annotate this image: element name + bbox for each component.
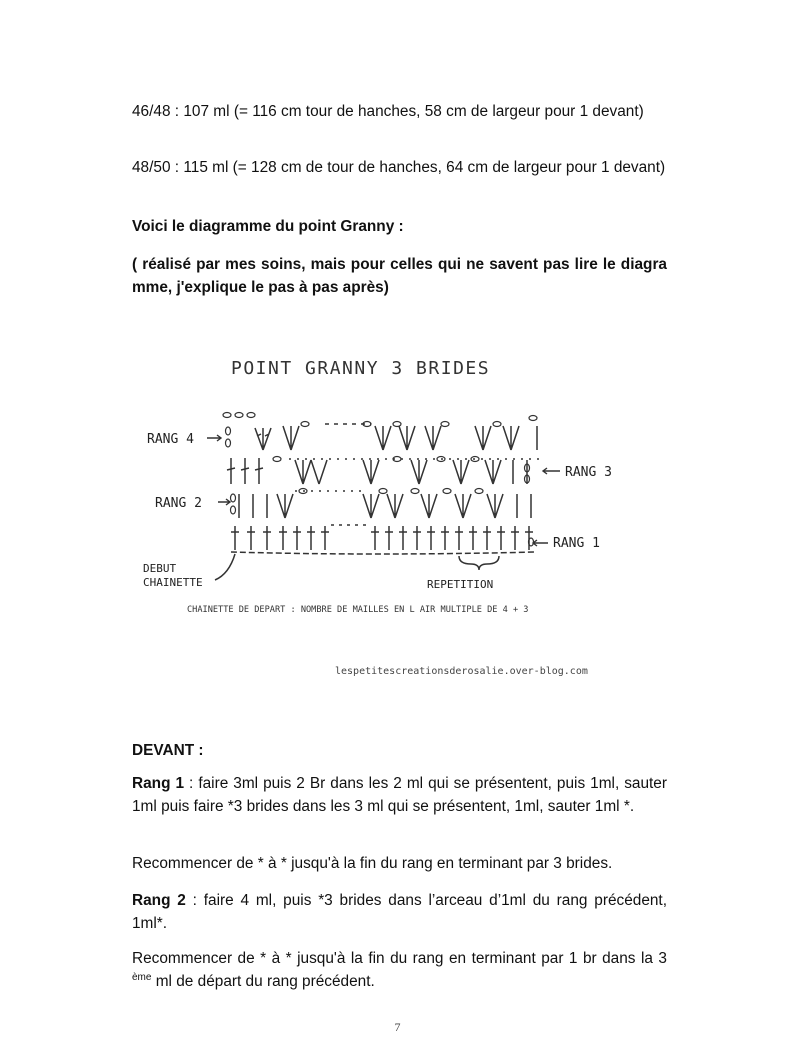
cluster	[227, 458, 263, 484]
arrow-rang-2	[218, 499, 230, 505]
rang-2-repeat-sup: ème	[132, 971, 152, 983]
cluster	[485, 460, 501, 484]
cluster	[487, 494, 503, 518]
diagram-caption: CHAINETTE DE DEPART : NOMBRE DE MAILLES EN L AIR MULTIPLE DE 4 + 3	[187, 605, 529, 615]
arrow-rang-3	[543, 468, 560, 474]
rang-2-paragraph	[132, 889, 667, 935]
rang-2-label: Rang 2	[132, 892, 186, 909]
stitch-group	[231, 526, 329, 550]
rang-1-paragraph	[132, 772, 667, 818]
rang-2-repeat-paragraph	[132, 947, 667, 993]
chain-stitch	[379, 489, 387, 494]
chain-stitch	[247, 413, 255, 418]
cluster	[421, 494, 437, 518]
debut-label-line1: DEBUT	[143, 562, 177, 575]
intro-note: ( réalisé par mes soins, mais pour celles qui ne savent pas lire le diagra mme, j'explique le pas à pas après)	[132, 256, 667, 296]
debut-label-line2: CHAINETTE	[143, 576, 203, 589]
cluster	[311, 460, 327, 484]
chain-stitch	[529, 416, 537, 421]
debut-pointer	[215, 554, 235, 580]
size-48-50-text: 48/50 : 115 ml (= 128 cm de tour de hanches, 64 cm de largeur pour 1 devant)	[132, 159, 666, 176]
arrow-rang-1	[533, 540, 548, 546]
cluster	[375, 426, 391, 450]
diagram-title: POINT GRANNY 3 BRIDES	[231, 358, 491, 379]
rang-2-text: : faire 4 ml, puis *3 brides dans l’arceau d’1ml du rang précédent, 1ml*.	[132, 892, 667, 932]
cluster	[255, 428, 271, 450]
chain-stitch	[493, 422, 501, 427]
foundation-chain	[231, 552, 535, 554]
rang-1-repeat-text: Recommencer de * à * jusqu'à la fin du rang en terminant par 3 brides.	[132, 855, 613, 872]
row-1-stitches	[231, 526, 533, 550]
chain-stitch	[226, 427, 231, 435]
chain-stitch	[441, 422, 449, 427]
chain-stitch	[273, 457, 281, 462]
cluster	[283, 426, 299, 450]
cluster	[295, 460, 311, 484]
cluster	[387, 494, 403, 518]
diagram-source: lespetitescreationsderosalie.over-blog.com	[335, 666, 588, 677]
chain-stitch	[393, 422, 401, 427]
devant-heading: DEVANT :	[132, 742, 204, 759]
chain-stitch	[443, 489, 451, 494]
intro-heading: Voici le diagramme du point Granny :	[132, 218, 404, 235]
rang-1-text: : faire 3ml puis 2 Br dans les 2 ml qui se présentent, puis 1ml, sauter 1ml puis faire *3 brides dans les 3 ml qui se présentent, 1ml, sauter 1ml *.	[132, 775, 667, 815]
size-46-48-text: 46/48 : 107 ml (= 116 cm tour de hanches, 58 cm de largeur pour 1 devant)	[132, 103, 644, 120]
row-label-rang-2: RANG 2	[155, 496, 202, 511]
row-3-stitches	[227, 458, 527, 484]
repetition-label: REPETITION	[427, 578, 494, 591]
granny-stitch-diagram	[135, 318, 635, 708]
cluster	[425, 426, 441, 450]
chain-stitch	[411, 489, 419, 494]
chain-stitch	[475, 489, 483, 494]
diagram-svg	[135, 318, 635, 708]
chain-stitch	[235, 413, 243, 418]
cluster	[399, 426, 415, 450]
page-number: 7	[394, 1020, 401, 1034]
row-4-stitches	[255, 426, 537, 450]
chain-stitch	[301, 422, 309, 427]
rang-2-repeat-before: Recommencer de * à * jusqu'à la fin du rang en terminant par 1 br dans la 3	[132, 950, 667, 967]
stitch-group	[371, 526, 533, 550]
rang-1-label: Rang 1	[132, 775, 185, 792]
row-label-rang-4: RANG 4	[147, 432, 194, 447]
cluster	[503, 426, 519, 450]
cluster	[453, 460, 469, 484]
repetition-brace	[459, 556, 499, 570]
cluster	[455, 494, 471, 518]
chain-stitch	[226, 439, 231, 447]
cluster	[363, 460, 379, 484]
row-arrows	[207, 435, 560, 546]
row-2-stitches	[239, 494, 531, 518]
cluster	[277, 494, 293, 518]
chain-stitch	[223, 413, 231, 418]
row-label-rang-3: RANG 3	[565, 465, 612, 480]
cluster	[475, 426, 491, 450]
row-label-rang-1: RANG 1	[553, 536, 600, 551]
cluster	[363, 494, 379, 518]
cluster	[411, 460, 427, 484]
chain-stitch	[231, 506, 236, 514]
arrow-rang-4	[207, 435, 221, 441]
chain-stitch	[231, 494, 236, 502]
rang-2-repeat-after: ml de départ du rang précédent.	[151, 973, 375, 990]
stitch-rows	[215, 424, 539, 580]
cluster	[239, 494, 267, 518]
